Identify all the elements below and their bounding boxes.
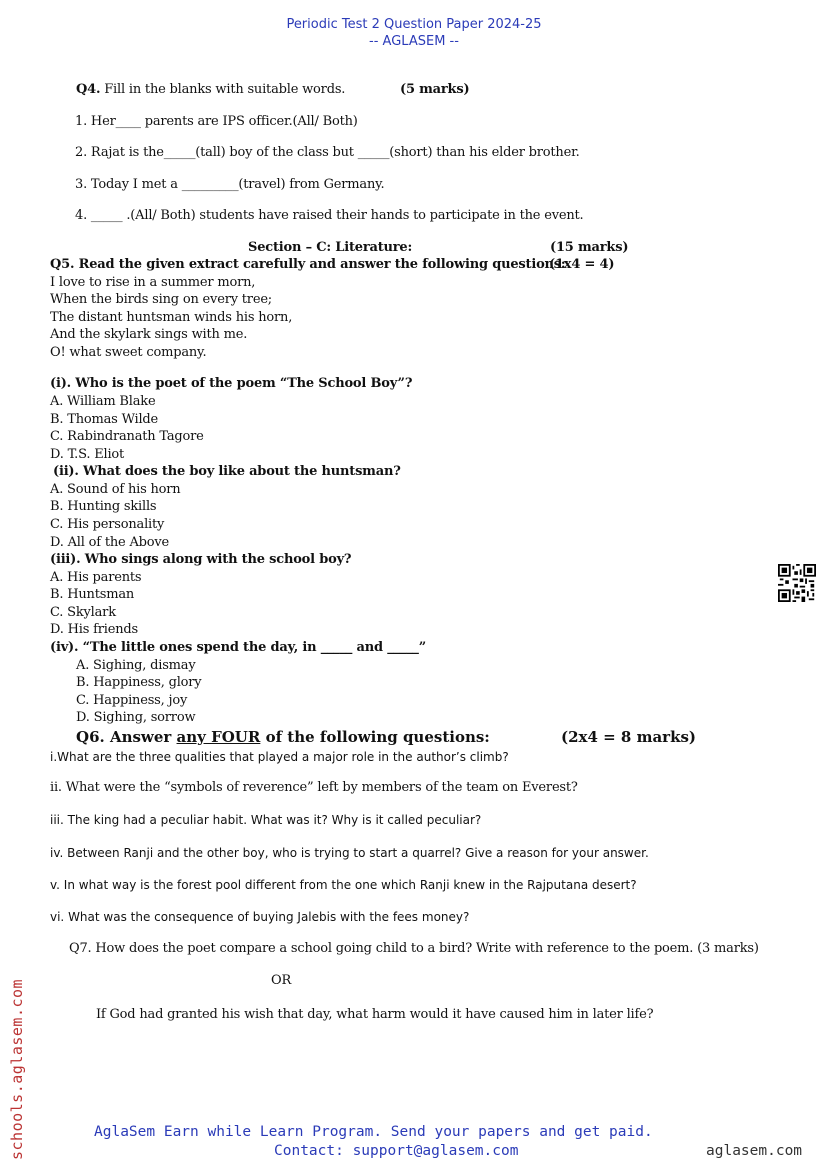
q5-ii-option: C. His personality: [50, 517, 165, 532]
q5-iv-option: C. Happiness, joy: [76, 693, 188, 708]
q5-i-question: (i). Who is the poet of the poem “The School Boy”?: [50, 376, 413, 391]
q5-title: Q5. Read the given extract carefully and answer the following questions:: [50, 257, 566, 272]
poem-line: And the skylark sings with me.: [50, 327, 248, 342]
q6-heading: [76, 728, 490, 746]
q5-iii-option: D. His friends: [50, 622, 138, 637]
poem-line: The distant huntsman winds his horn,: [50, 310, 293, 325]
q6-item: ii. What were the “symbols of reverence” left by members of the team on Everest?: [50, 780, 578, 795]
q5-iii-option: C. Skylark: [50, 605, 116, 620]
q4-item-2: 2. Rajat is the_____(tall) boy of the class but _____(short) than his elder brother.: [75, 145, 580, 160]
footer-contact: [274, 1143, 518, 1159]
footer-contact-label: Contact:: [274, 1143, 353, 1159]
q5-iii-question: (iii). Who sings along with the school boy?: [50, 552, 352, 567]
q6-heading-pre: Q6. Answer: [76, 728, 177, 746]
q4-text: Fill in the blanks with suitable words.: [104, 82, 346, 97]
q5-iv-option: A. Sighing, dismay: [76, 658, 196, 673]
q5-iv-option: D. Sighing, sorrow: [76, 710, 196, 725]
q4-item-4: 4. _____ .(All/ Both) students have raised their hands to participate in the event.: [75, 208, 584, 223]
q5-ii-question: (ii). What does the boy like about the huntsman?: [53, 464, 401, 479]
q5-iii-option: A. His parents: [50, 570, 142, 585]
q7-alternative: If God had granted his wish that day, what harm would it have caused him in later life?: [96, 1007, 654, 1022]
q6-marks: (2x4 = 8 marks): [561, 728, 697, 746]
q5-iv-question: (iv). “The little ones spend the day, in _____ and _____”: [50, 640, 426, 655]
q5-marks: (1x4 = 4): [549, 257, 615, 272]
q5-ii-option: B. Hunting skills: [50, 499, 157, 514]
q5-i-option: B. Thomas Wilde: [50, 412, 159, 427]
q6-heading-underlined: any FOUR: [176, 728, 261, 746]
q6-item: iv. Between Ranji and the other boy, who is trying to start a quarrel? Give a reason for your answer.: [50, 846, 649, 860]
sidebar-watermark: schools.aglasem.com: [8, 978, 26, 1160]
poem-line: I love to rise in a summer morn,: [50, 275, 256, 290]
q4-heading: [76, 82, 345, 97]
footer-contact-email[interactable]: support@aglasem.com: [352, 1143, 519, 1159]
q4-item-1: 1. Her____ parents are IPS officer.(All/ Both): [75, 114, 358, 129]
q6-item: i.What are the three qualities that played a major role in the author’s climb?: [50, 750, 509, 764]
section-c-marks: (15 marks): [550, 240, 629, 255]
q5-i-option: A. William Blake: [50, 394, 156, 409]
q5-iii-option: B. Huntsman: [50, 587, 135, 602]
footer-promo: AglaSem Earn while Learn Program. Send your papers and get paid.: [94, 1124, 653, 1140]
q6-item: v. In what way is the forest pool different from the one which Ranji knew in the Rajputana desert?: [50, 878, 637, 892]
q7-question: Q7. How does the poet compare a school going child to a bird? Write with reference to the poem. (3 marks): [69, 941, 759, 956]
q5-i-option: C. Rabindranath Tagore: [50, 429, 204, 444]
section-c-title: Section – C: Literature:: [248, 240, 413, 255]
footer-site[interactable]: aglasem.com: [706, 1143, 803, 1159]
poem-line: When the birds sing on every tree;: [50, 292, 272, 307]
q5-ii-option: A. Sound of his horn: [50, 482, 181, 497]
q6-item: iii. The king had a peculiar habit. What was it? Why is it called peculiar?: [50, 813, 482, 827]
q5-ii-option: D. All of the Above: [50, 535, 170, 550]
q5-iv-option: B. Happiness, glory: [76, 675, 202, 690]
q4-item-3: 3. Today I met a _________(travel) from Germany.: [75, 177, 385, 192]
paper-title: Periodic Test 2 Question Paper 2024-25: [286, 17, 542, 32]
q7-or: OR: [271, 973, 292, 988]
qr-code-icon: [778, 564, 816, 602]
q5-i-option: D. T.S. Eliot: [50, 447, 125, 462]
q4-marks: (5 marks): [400, 82, 470, 97]
poem-line: O! what sweet company.: [50, 345, 207, 360]
q6-item: vi. What was the consequence of buying Jalebis with the fees money?: [50, 910, 470, 924]
q6-heading-post: of the following questions:: [260, 728, 490, 746]
paper-subtitle: -- AGLASEM --: [369, 34, 459, 49]
q4-label: Q4.: [76, 82, 101, 97]
